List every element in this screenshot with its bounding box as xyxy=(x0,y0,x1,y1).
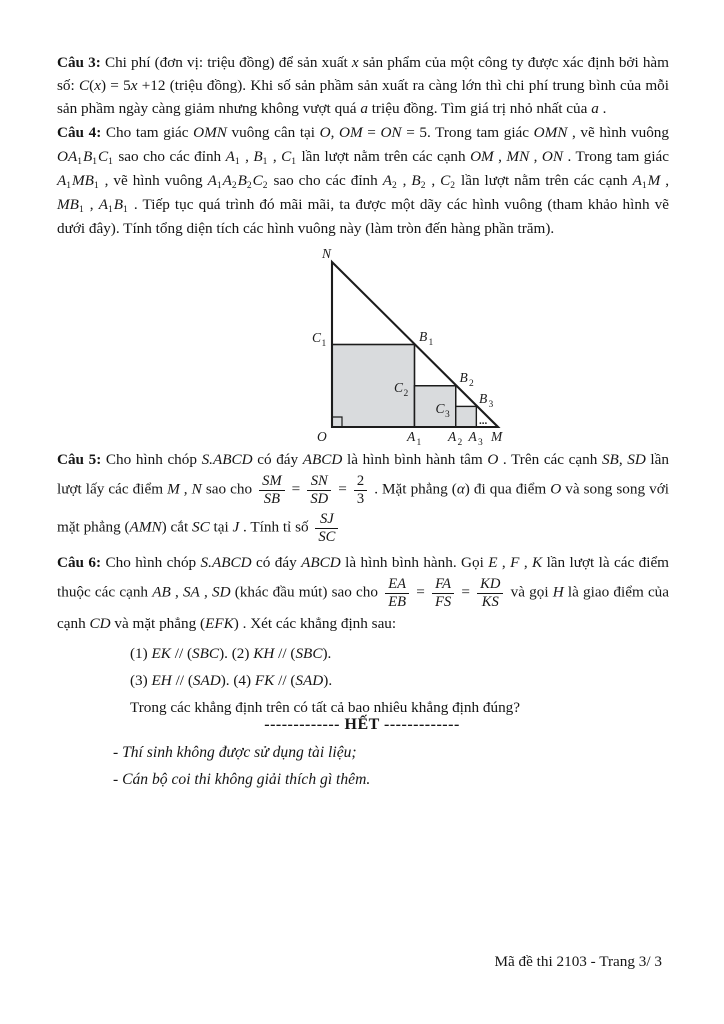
figure-label-B3: B xyxy=(479,391,488,406)
figure-label-C1-sub: 1 xyxy=(321,339,327,349)
question-4: Câu 4: Cho tam giác OMN vuông cân tại O, OM = ON = 5. Trong tam giác OMN , vẽ hình vuông $OA_1B_1C_1$ sao cho các đỉnh $A_1$ , $B_1$ , $C_1$ lần lượt nằm trên các cạnh OM , MN , ON . Trong tam giác $A_1MB_1$ , vẽ hình vuông $A_1A_2B_2C_2$ sao cho các đỉnh $A_2$ , $B_2$ , $C_2$ lần lượt nằm trên các cạnh $A_1M$ , $MB_1$ , $A_1B_1$ . Tiếp tục quá trình đó mãi mãi, ta được một dãy các hình vuông (tham khảo hình vẽ dưới đây). Tính tổng diện tích các hình vuông này (làm tròn đến hàng phần trăm). xyxy=(57,124,670,237)
figure-label-B1: B xyxy=(419,329,428,344)
figure-label-A1-sub: 1 xyxy=(416,438,422,447)
question-3: Câu 3: Chi phí (đơn vị: triệu đồng) để sản xuất x sản phẩm của một công ty được xác định bởi hàm số: C(x) = 5x +12 (triệu đồng). Khi số sản phầm sản xuất ra càng lớn thì chi phí trung bình của mỗi sản phầm ngày càng giảm nhưng không vượt quá a triệu đồng. Tìm giá trị nhỏ nhất của a . xyxy=(57,54,669,117)
figure-label-A2: A xyxy=(448,429,457,444)
figure-ellipsis: ... xyxy=(479,415,488,427)
figure-label-C3: C xyxy=(435,401,445,416)
figure-label-A1: A xyxy=(407,429,416,444)
question-5: Câu 5: Cho hình chóp S.ABCD có đáy ABCD là hình bình hành tâm O . Trên các cạnh SB, SD lần lượt lấy các điểm M , N sao cho $\frac{SM}{SB}$ = $\frac{SN}{SD}$ = $\frac{2}{3}$ . Mặt phẳng (α) đi qua điểm O và song song với mặt phẳng (AMN) cắt SC tại J . Tính tỉ số $\frac{SJ}{SC}$ xyxy=(57,451,669,546)
figure-label-C2-sub: 2 xyxy=(403,389,409,399)
figure-label-A3: A xyxy=(468,429,477,444)
figure-triangle-squares xyxy=(300,242,510,447)
statement-list xyxy=(130,640,650,721)
figure-label-C1: C xyxy=(312,330,322,345)
figure-label-A3-sub: 3 xyxy=(478,438,483,447)
figure-label-B1-sub: 1 xyxy=(428,338,434,348)
figure-label-M: M xyxy=(491,429,503,444)
figure-label-N: N xyxy=(322,246,332,261)
statement-question: Trong các khẳng định trên có tất cả bao nhiêu khẳng định đúng? xyxy=(130,699,520,716)
figure-label-B3-sub: 3 xyxy=(488,400,494,410)
note-no-explanation: - Cán bộ coi thi không giải thích gì thêm. xyxy=(113,771,371,788)
figure-label-B2: B xyxy=(459,370,468,385)
question-6: Câu 6: Cho hình chóp S.ABCD có đáy ABCD là hình bình hành. Gọi E , F , K lần lượt là các điểm thuộc các cạnh AB , SA , SD (khác đầu mút) sao cho $\frac{EA}{EB}$ = $\frac{FA}{FS}$ = $\frac{KD}{KS}$ và gọi H là giao điểm của cạnh CD và mặt phẳng (EFK) . Xét các khẳng định sau: xyxy=(57,554,670,633)
end-marker: ------------- HẾT ------------- xyxy=(264,716,460,733)
figure-label-O: O xyxy=(317,429,327,444)
statement-line-3-4: (3) EH // (SAD). (4) FK // (SAD). xyxy=(130,672,333,689)
page-footer: Mã đề thi 2103 - Trang 3/ 3 xyxy=(494,953,662,970)
figure-label-C3-sub: 3 xyxy=(445,410,450,420)
figure-label-C2: C xyxy=(394,380,404,395)
figure-label-A2-sub: 2 xyxy=(457,438,463,447)
statement-line-1-2: (1) EK // (SBC). (2) KH // (SBC). xyxy=(130,645,332,662)
note-no-materials: - Thí sinh không được sử dụng tài liệu; xyxy=(113,744,357,761)
figure-svg xyxy=(300,242,510,447)
figure-label-B2-sub: 2 xyxy=(469,379,474,389)
square-3 xyxy=(456,406,477,427)
